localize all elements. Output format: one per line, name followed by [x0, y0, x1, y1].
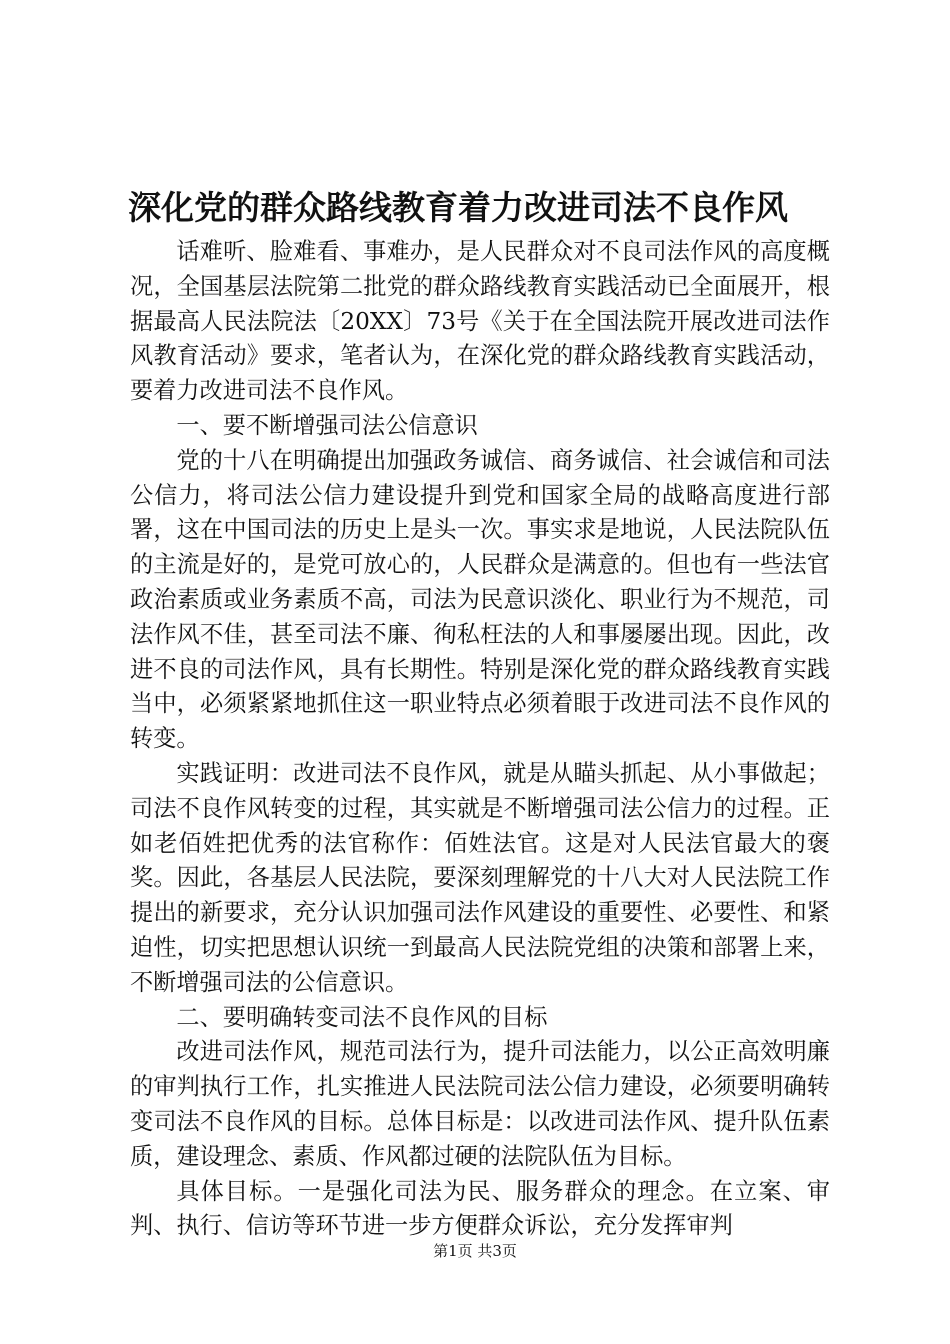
- page-number-footer: 第1页 共3页: [433, 1242, 517, 1260]
- paragraph: 改进司法作风，规范司法行为，提升司法能力，以公正高效明廉的审判执行工作，扎实推进人民法院司法公信力建设，必须要明确转变司法不良作风的目标。总体目标是：以改进司法作风、提升队伍素质，建设理念、素质、作风都过硬的法院队伍为目标。: [130, 1038, 830, 1170]
- paragraph: 具体目标。一是强化司法为民、服务群众的理念。在立案、审判、执行、信访等环节进一步方便群众诉讼，充分发挥审判: [130, 1177, 830, 1240]
- paragraph: 党的十八在明确提出加强政务诚信、商务诚信、社会诚信和司法公信力，将司法公信力建设提升到党和国家全局的战略高度进行部署，这在中国司法的历史上是头一次。事实求是地说，人民法院队伍的主流是好的，是党可放心的，人民群众是满意的。但也有一些法官政治素质或业务素质不高，司法为民意识淡化、职业行为不规范，司法作风不佳，甚至司法不廉、徇私枉法的人和事屡屡出现。因此，改进不良的司法作风，具有长期性。特别是深化党的群众路线教育实践当中，必须紧紧地抓住这一职业特点必须着眼于改进司法不良作风的转变。: [130, 446, 830, 753]
- section-heading-2: 二、要明确转变司法不良作风的目标: [176, 1003, 548, 1031]
- section-heading-1: 一、要不断增强司法公信意识: [176, 411, 478, 439]
- document-body: [130, 235, 830, 1244]
- paragraph: 实践证明：改进司法不良作风，就是从瞄头抓起、从小事做起；司法不良作风转变的过程，其实就是不断增强司法公信力的过程。正如老佰姓把优秀的法官称作：佰姓法官。这是对人民法官最大的褒奖。因此，各基层人民法院，要深刻理解党的十八大对人民法院工作提出的新要求，充分认识加强司法作风建设的重要性、必要性、和紧迫性，切实把思想认识统一到最高人民法院党组的决策和部署上来，不断增强司法的公信意识。: [130, 759, 830, 996]
- document-title: 深化党的群众路线教育着力改进司法不良作风: [128, 188, 788, 227]
- paragraph-intro: 话难听、脸难看、事难办，是人民群众对不良司法作风的高度概况，全国基层法院第二批党的群众路线教育实践活动已全面展开，根据最高人民法院法〔20XX〕73号《关于在全国法院开展改进司法作风教育活动》要求，笔者认为，在深化党的群众路线教育实践活动，要着力改进司法不良作风。: [130, 238, 830, 405]
